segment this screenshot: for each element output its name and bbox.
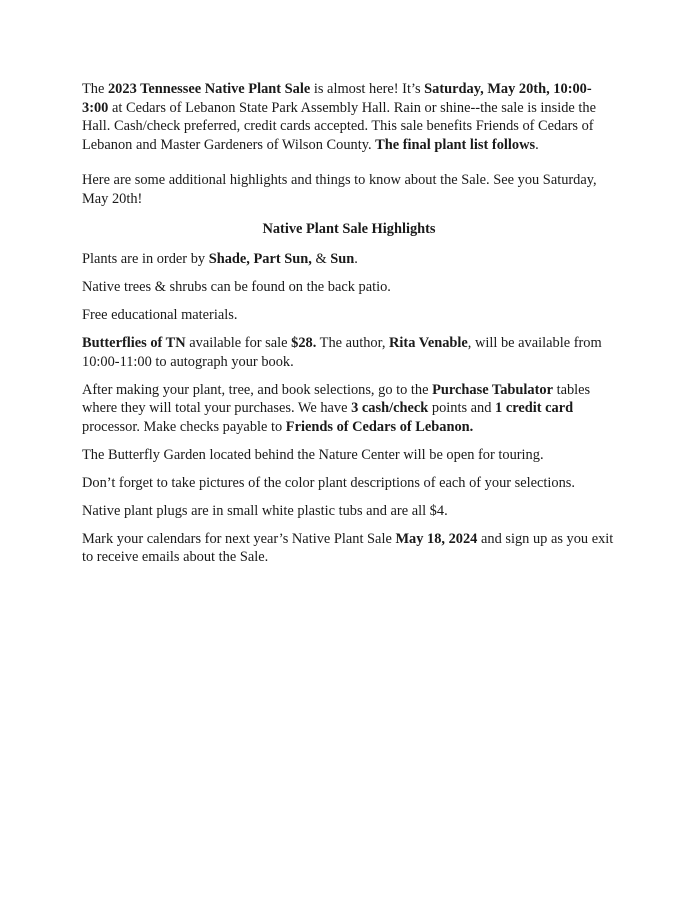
highlight-checkout — [82, 381, 616, 437]
plant-order-sun: Sun — [330, 251, 355, 268]
book-price: $28. — [291, 335, 317, 352]
highlight-butterfly-garden: The Butterfly Garden located behind the Nature Center will be open for touring. — [82, 446, 544, 463]
highlights-intro-paragraph: Here are some additional highlights and things to know about the Sale. See you Saturday, May 20th! — [82, 172, 597, 207]
checkout-text-3: points and — [428, 400, 496, 417]
next-sale-date: May 18, 2024 — [395, 530, 478, 547]
plant-order-categories: Shade, Part Sun, — [208, 251, 312, 268]
highlight-plant-order — [82, 250, 616, 269]
cash-check-points: 3 cash/check — [351, 400, 429, 417]
book-text-1: available for sale — [185, 335, 292, 352]
plant-order-text-2: & — [311, 251, 331, 268]
highlight-trees-shrubs: Native trees & shrubs can be found on the back patio. — [82, 279, 391, 296]
book-title: Butterflies of TN — [82, 335, 186, 352]
book-text-3: , will be available from 10:00-11:00 to autograph your book. — [82, 335, 602, 370]
highlight-book-sale — [82, 334, 616, 371]
credit-card-processor: 1 credit card — [495, 400, 574, 417]
intro-text-2: is almost here! It’s — [310, 81, 425, 97]
highlights-heading: Native Plant Sale Highlights — [262, 220, 436, 237]
final-plant-list-note: The final plant list follows — [375, 136, 536, 153]
plant-order-text-1: Plants are in order by — [82, 251, 209, 268]
intro-text-4: . — [535, 136, 539, 153]
intro-paragraph — [82, 80, 616, 154]
purchase-tabulator: Purchase Tabulator — [432, 381, 553, 398]
checkout-text-4: processor. Make checks payable to — [82, 418, 286, 435]
sale-name: 2023 Tennessee Native Plant Sale — [107, 81, 311, 97]
calendar-text-1: Mark your calendars for next year’s Native Plant Sale — [82, 530, 396, 547]
book-text-2: The author, — [316, 335, 390, 352]
highlight-take-pictures: Don’t forget to take pictures of the color plant descriptions of each of your selections. — [82, 474, 576, 491]
calendar-text-2: and sign up as you exit to receive emails about the Sale. — [82, 530, 614, 566]
highlight-educational-materials: Free educational materials. — [82, 307, 238, 324]
intro-text-1: The — [82, 81, 108, 97]
document-body — [82, 80, 616, 576]
checks-payable-to: Friends of Cedars of Lebanon. — [285, 418, 474, 435]
sale-date-time: Saturday, May 20th, 10:00-3:00 — [82, 81, 592, 116]
checkout-text-1: After making your plant, tree, and book selections, go to the — [82, 381, 433, 398]
checkout-text-2: tables where they will total your purchases. We have — [82, 381, 591, 417]
plant-order-text-3: . — [354, 251, 358, 268]
intro-text-3: at Cedars of Lebanon State Park Assembly Hall. Rain or shine--the sale is inside the Hall. Cash/check preferred, credit cards accepted. This sale benefits Friends of Cedars of Lebanon and Master Gardeners of Wilson County. — [82, 99, 596, 153]
book-author: Rita Venable — [389, 335, 468, 352]
highlight-next-year — [82, 530, 616, 567]
highlight-plant-plugs: Native plant plugs are in small white plastic tubs and are all $4. — [82, 502, 448, 519]
